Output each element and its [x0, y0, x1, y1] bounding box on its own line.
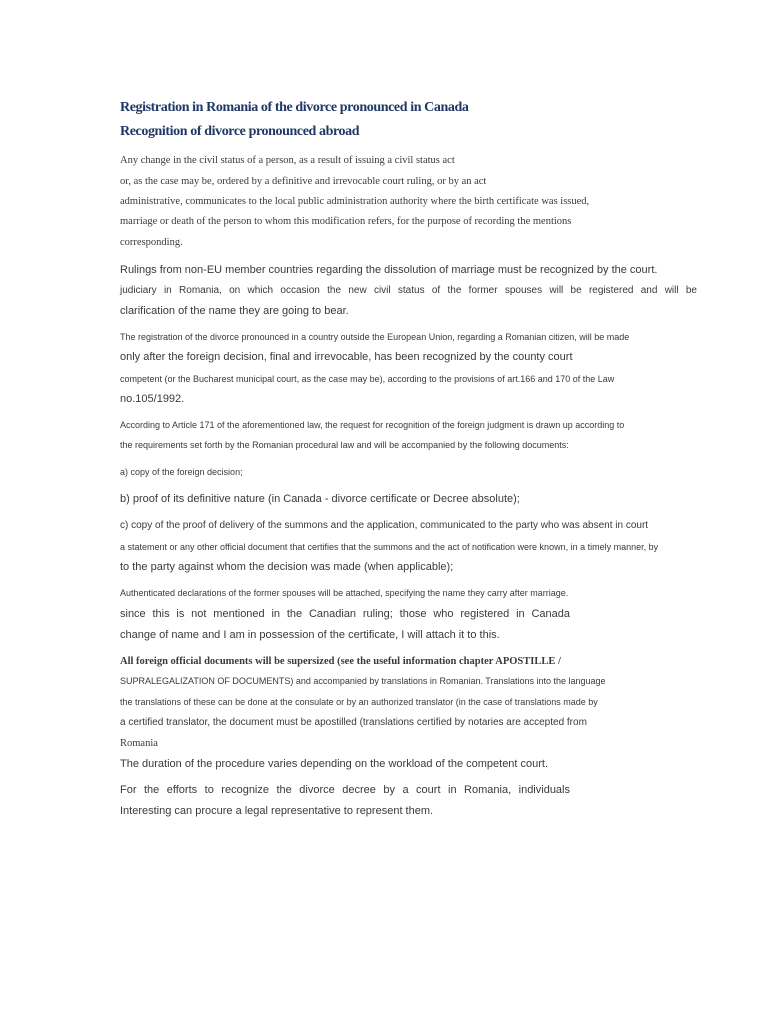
paragraph-line: only after the foreign decision, final and irrevocable, has been recognized by the county court — [120, 351, 573, 363]
list-item: a) copy of the foreign decision; — [120, 467, 243, 477]
paragraph-line: a certified translator, the document must be apostilled (translations certified by notaries are accepted from — [120, 717, 587, 728]
paragraph-line: no.105/1992. — [120, 393, 185, 405]
paragraph-line: administrative, communicates to the local public administration authority where the birth certificate was issued, — [120, 196, 590, 207]
list-item: c) copy of the proof of delivery of the summons and the application, communicated to the party who was absent in court — [120, 520, 649, 531]
paragraph-line: Authenticated declarations of the former spouses will be attached, specifying the name they carry after marriage. — [120, 588, 569, 598]
paragraph-line: Rulings from non-EU member countries regarding the dissolution of marriage must be recognized by the court. — [120, 264, 658, 276]
paragraph-line: or, as the case may be, ordered by a definitive and irrevocable court ruling, or by an act — [120, 176, 487, 187]
document-title: Registration in Romania of the divorce pronounced in Canada — [120, 100, 469, 115]
paragraph-line: According to Article 171 of the aforementioned law, the request for recognition of the foreign judgment is drawn up according to — [120, 420, 625, 430]
paragraph-line: The registration of the divorce pronounced in a country outside the European Union, regarding a Romanian citizen, will be made — [120, 332, 630, 342]
paragraph-line: corresponding. — [120, 237, 183, 248]
paragraph-line: the translations of these can be done at the consulate or by an authorized translator (in the case of translations made by — [120, 697, 598, 707]
paragraph-line: Romania — [120, 738, 158, 749]
paragraph-line: The duration of the procedure varies depending on the workload of the competent court. — [120, 758, 549, 770]
paragraph-line: marriage or death of the person to whom this modification refers, for the purpose of recording the mentions — [120, 216, 572, 227]
paragraph-line: judiciary in Romania, on which occasion the new civil status of the former spouses will be registered and will be — [120, 285, 697, 296]
paragraph-line: the requirements set forth by the Romanian procedural law and will be accompanied by the following documents: — [120, 440, 569, 450]
paragraph-line: clarification of the name they are going to bear. — [120, 305, 349, 317]
paragraph-line: For the efforts to recognize the divorce decree by a court in Romania, individuals — [120, 784, 570, 796]
paragraph-line: SUPRALEGALIZATION OF DOCUMENTS) and accompanied by translations in Romanian. Translations into the language — [120, 676, 606, 686]
paragraph-line: to the party against whom the decision was made (when applicable); — [120, 561, 454, 573]
paragraph-line: All foreign official documents will be supersized (see the useful information chapter APOSTILLE / — [120, 656, 561, 667]
paragraph-line: Interesting can procure a legal representative to represent them. — [120, 805, 434, 817]
list-item: b) proof of its definitive nature (in Canada - divorce certificate or Decree absolute); — [120, 493, 520, 505]
paragraph-line: Any change in the civil status of a person, as a result of issuing a civil status act — [120, 155, 455, 166]
paragraph-line: change of name and I am in possession of the certificate, I will attach it to this. — [120, 629, 500, 641]
paragraph-line: competent (or the Bucharest municipal court, as the case may be), according to the provisions of art.166 and 170 of the Law — [120, 374, 615, 384]
document-subtitle: Recognition of divorce pronounced abroad — [120, 124, 360, 139]
paragraph-line: since this is not mentioned in the Canadian ruling; those who registered in Canada — [120, 608, 570, 620]
paragraph-line: a statement or any other official document that certifies that the summons and the act of notification were known, in a timely manner, by — [120, 542, 659, 552]
